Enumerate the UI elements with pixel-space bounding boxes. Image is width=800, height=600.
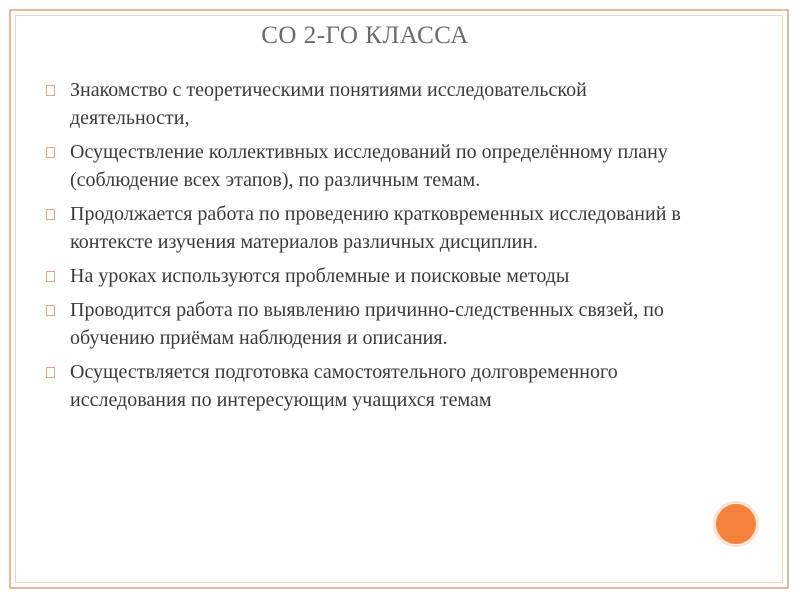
list-item-text: Осуществление коллективных исследований по определённому плану (соблюдение всех этапов), по различным темам. [70, 141, 668, 191]
bullet-square-icon [46, 147, 55, 158]
list-item-text: Осуществляется подготовка самостоятельного долговременного исследования по интересующим учащихся темам [70, 361, 618, 411]
list-item [44, 296, 684, 352]
list-item [44, 262, 684, 290]
list-item-text: На уроках используются проблемные и поисковые методы [70, 265, 570, 287]
slide-title: СО 2-ГО КЛАССА [261, 22, 469, 49]
list-item [44, 76, 684, 132]
list-item [44, 200, 684, 256]
bullet-list [44, 76, 684, 420]
list-item [44, 138, 684, 194]
list-item [44, 358, 684, 414]
bullet-square-icon [46, 85, 55, 96]
list-item-text: Проводится работа по выявлению причинно-следственных связей, по обучению приёмам наблюдения и описания. [70, 299, 664, 349]
bullet-square-icon [46, 209, 55, 220]
list-item-text: Продолжается работа по проведению кратковременных исследований в контексте изучения материалов различных дисциплин. [70, 203, 681, 253]
bullet-square-icon [46, 305, 55, 316]
orange-circle-accent [713, 501, 759, 547]
bullet-square-icon [46, 271, 55, 282]
list-item-text: Знакомство с теоретическими понятиями исследовательской деятельности, [70, 79, 587, 129]
bullet-square-icon [46, 367, 55, 378]
